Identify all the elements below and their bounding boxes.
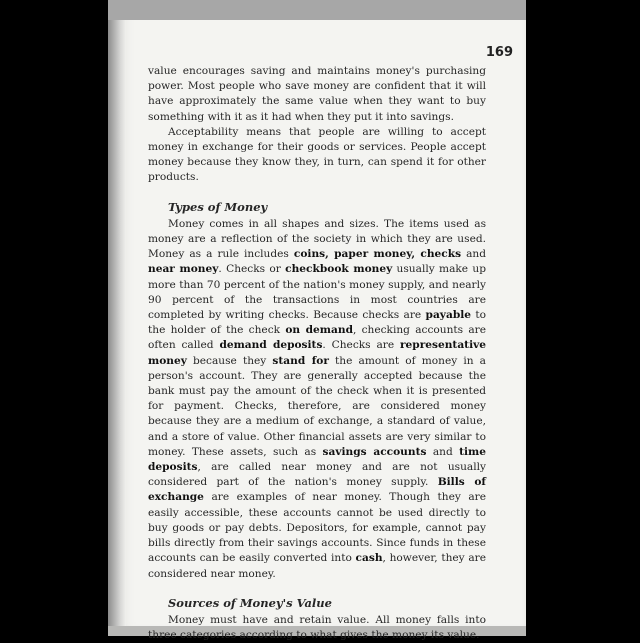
- bold-term: Bills of exchange: [148, 476, 486, 504]
- paragraph-sources-of-value: [148, 613, 486, 643]
- text-run: and: [461, 248, 486, 261]
- bold-term: near money: [148, 263, 219, 276]
- bold-term: representative money: [148, 339, 486, 367]
- heading-sources-of-value: Sources of Money's Value: [168, 595, 332, 610]
- bold-term: coins, paper money, checks: [293, 248, 462, 261]
- text-run: Acceptability means that people are willing to accept money in exchange for their goods or services. People accept money because they know they, in turn, can spend it for other products.: [148, 125, 486, 184]
- text-run: value encourages saving and maintains money's purchasing power. Most people who save money are confident that it will have approximately the same value when they want to buy something with it as it had when they put it into savings.: [148, 65, 486, 123]
- paragraph-purchasing-power: [148, 64, 486, 125]
- text-run: because they: [186, 354, 273, 367]
- text-run: Money must have and retain value. All money falls into three categories according to what gives the money its value.: [148, 613, 486, 642]
- bold-term: savings accounts: [322, 445, 427, 458]
- text-run: , are called near money and are not usually considered part of the nation's money supply.: [148, 461, 486, 489]
- bold-term: checkbook money: [285, 263, 393, 276]
- text-run: . Checks are: [322, 339, 400, 352]
- body-text: [148, 64, 486, 643]
- bold-term: payable: [425, 309, 471, 322]
- book-spine-gutter: [108, 20, 126, 632]
- bold-term: on demand: [285, 324, 353, 337]
- page-top-edge: [108, 0, 526, 20]
- text-run: usually make up more than 70 percent of the nation's money supply, and nearly 90 percent of the transactions in most countries are completed by writing checks. Because checks are: [148, 263, 486, 322]
- text-run: the amount of money in a person's account. They are generally accepted because the bank must pay the amount of the check when it is presented for payment. Checks, therefore, are considered money because they are a medium of exchange, a standard of value, and a store of value. Other financial assets are very similar to money. These assets, such as: [148, 354, 486, 458]
- paragraph-acceptability: [148, 125, 486, 186]
- page-number: 169: [485, 45, 513, 60]
- paragraph-types-of-money: [148, 217, 486, 582]
- bold-term: demand deposits: [219, 339, 323, 352]
- text-run: , however, they are considered near money.: [148, 552, 487, 580]
- text-run: and: [426, 445, 460, 458]
- text-run: Money comes in all shapes and sizes. The items used as money are a reflection of the society in which they are used. Money as a rule includes: [148, 217, 486, 261]
- heading-types-of-money: Types of Money: [168, 199, 268, 214]
- text-run: . Checks or: [218, 263, 286, 276]
- bold-term: time deposits: [148, 445, 487, 474]
- text-run: to the holder of the check: [148, 309, 486, 337]
- text-run: are examples of near money. Though they are easily accessible, these accounts cannot be used directly to buy goods or pay debts. Depositors, for example, cannot pay bills directly from their savings accounts. Since funds in these accounts can be easily converted into: [148, 491, 486, 565]
- text-run: , checking accounts are often called: [148, 324, 487, 352]
- bold-term: cash: [355, 552, 383, 565]
- bold-term: stand for: [272, 354, 329, 367]
